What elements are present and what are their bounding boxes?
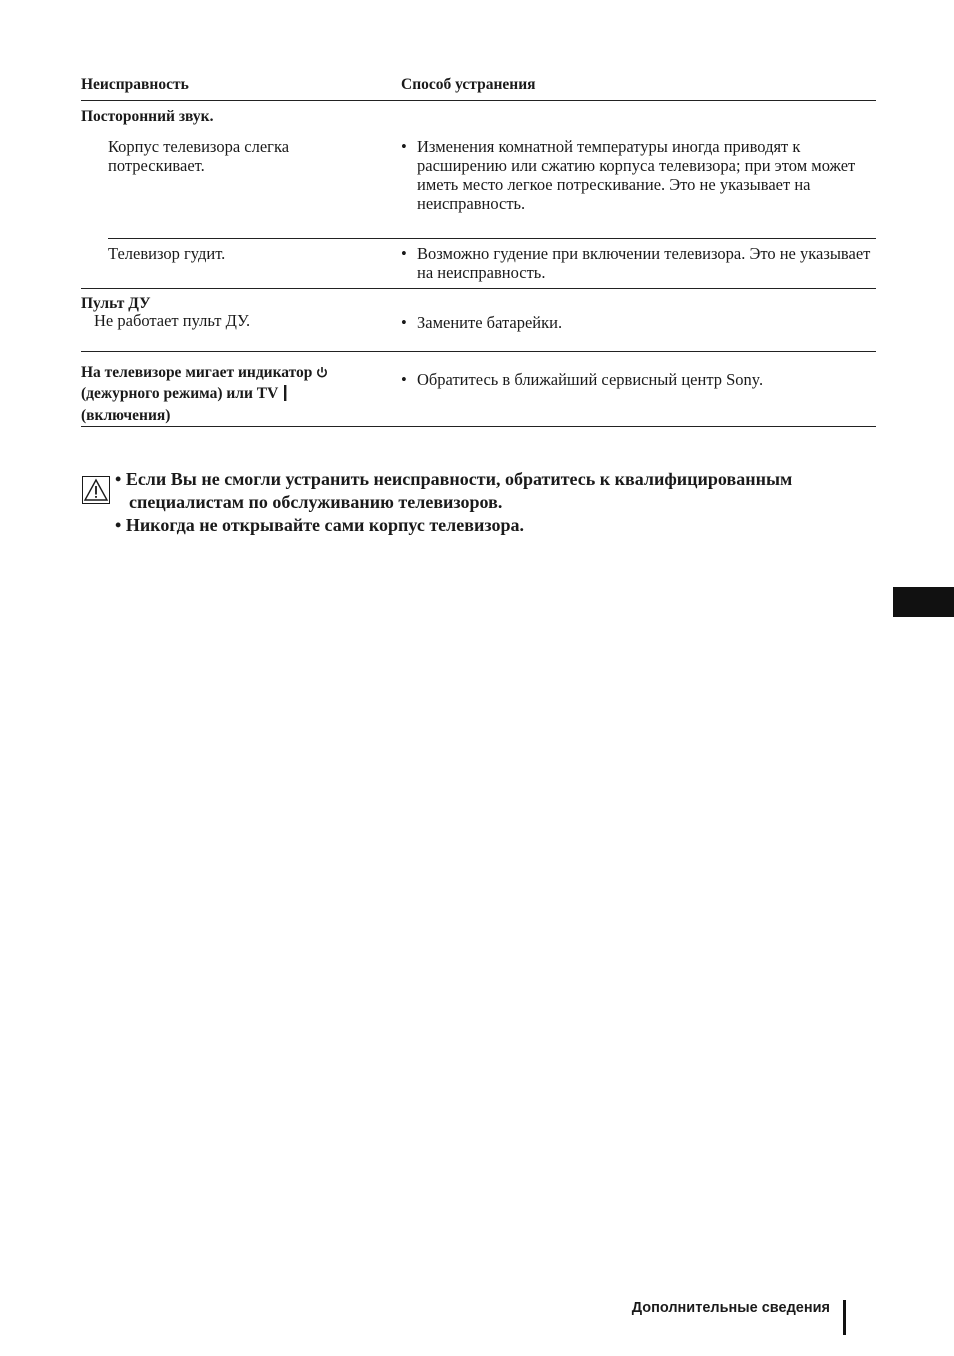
section-title-noise: Посторонний звук.	[81, 108, 214, 125]
section-title-indicator: На телевизоре мигает индикатор (дежурного режима) или TV (включения)	[81, 363, 381, 425]
warning-triangle-icon	[82, 476, 110, 509]
row-rule	[108, 238, 876, 239]
header-rule	[81, 100, 876, 101]
standby-power-icon	[316, 365, 328, 384]
column-header-solution: Способ устранения	[401, 76, 536, 93]
solution-tv-hums: • Возможно гудение при включении телевизора. Это не указывает на неисправность.	[401, 244, 871, 282]
bullet: •	[401, 137, 407, 156]
section-title-remote: Пульт ДУ	[81, 295, 151, 312]
bullet: •	[401, 313, 407, 332]
bullet: •	[401, 244, 407, 263]
footer-section-title: Дополнительные сведения	[631, 1300, 830, 1316]
warning-item-1: • Если Вы не смогли устранить неисправности, обратитесь к квалифицированным	[115, 469, 793, 489]
bullet: •	[401, 370, 407, 389]
solution-cabinet-creaks: • Изменения комнатной температуры иногда приводят к расширению или сжатию корпуса телевизора; при этом может иметь место легкое потрескивание. Это не указывает на неисправность.	[401, 137, 856, 213]
solution-contact-service: • Обратитесь в ближайший сервисный центр Sony.	[401, 370, 764, 389]
chapter-tab-marker	[893, 587, 954, 617]
section-rule	[81, 288, 876, 289]
footer-bar	[843, 1300, 846, 1335]
section-rule	[81, 351, 876, 352]
table-bottom-rule	[81, 426, 876, 427]
warning-item-2: • Никогда не открывайте сами корпус телевизора.	[115, 515, 524, 535]
problem-cabinet-creaks: Корпус телевизора слегка потрескивает.	[108, 137, 290, 175]
column-header-problem: Неисправность	[81, 76, 189, 93]
problem-remote-not-working: Не работает пульт ДУ.	[94, 311, 251, 330]
power-on-icon	[282, 385, 288, 406]
problem-tv-hums: Телевизор гудит.	[108, 244, 226, 263]
solution-replace-batteries: • Замените батарейки.	[401, 313, 563, 332]
warning-item-1-cont: специалистам по обслуживанию телевизоров.	[129, 492, 503, 512]
